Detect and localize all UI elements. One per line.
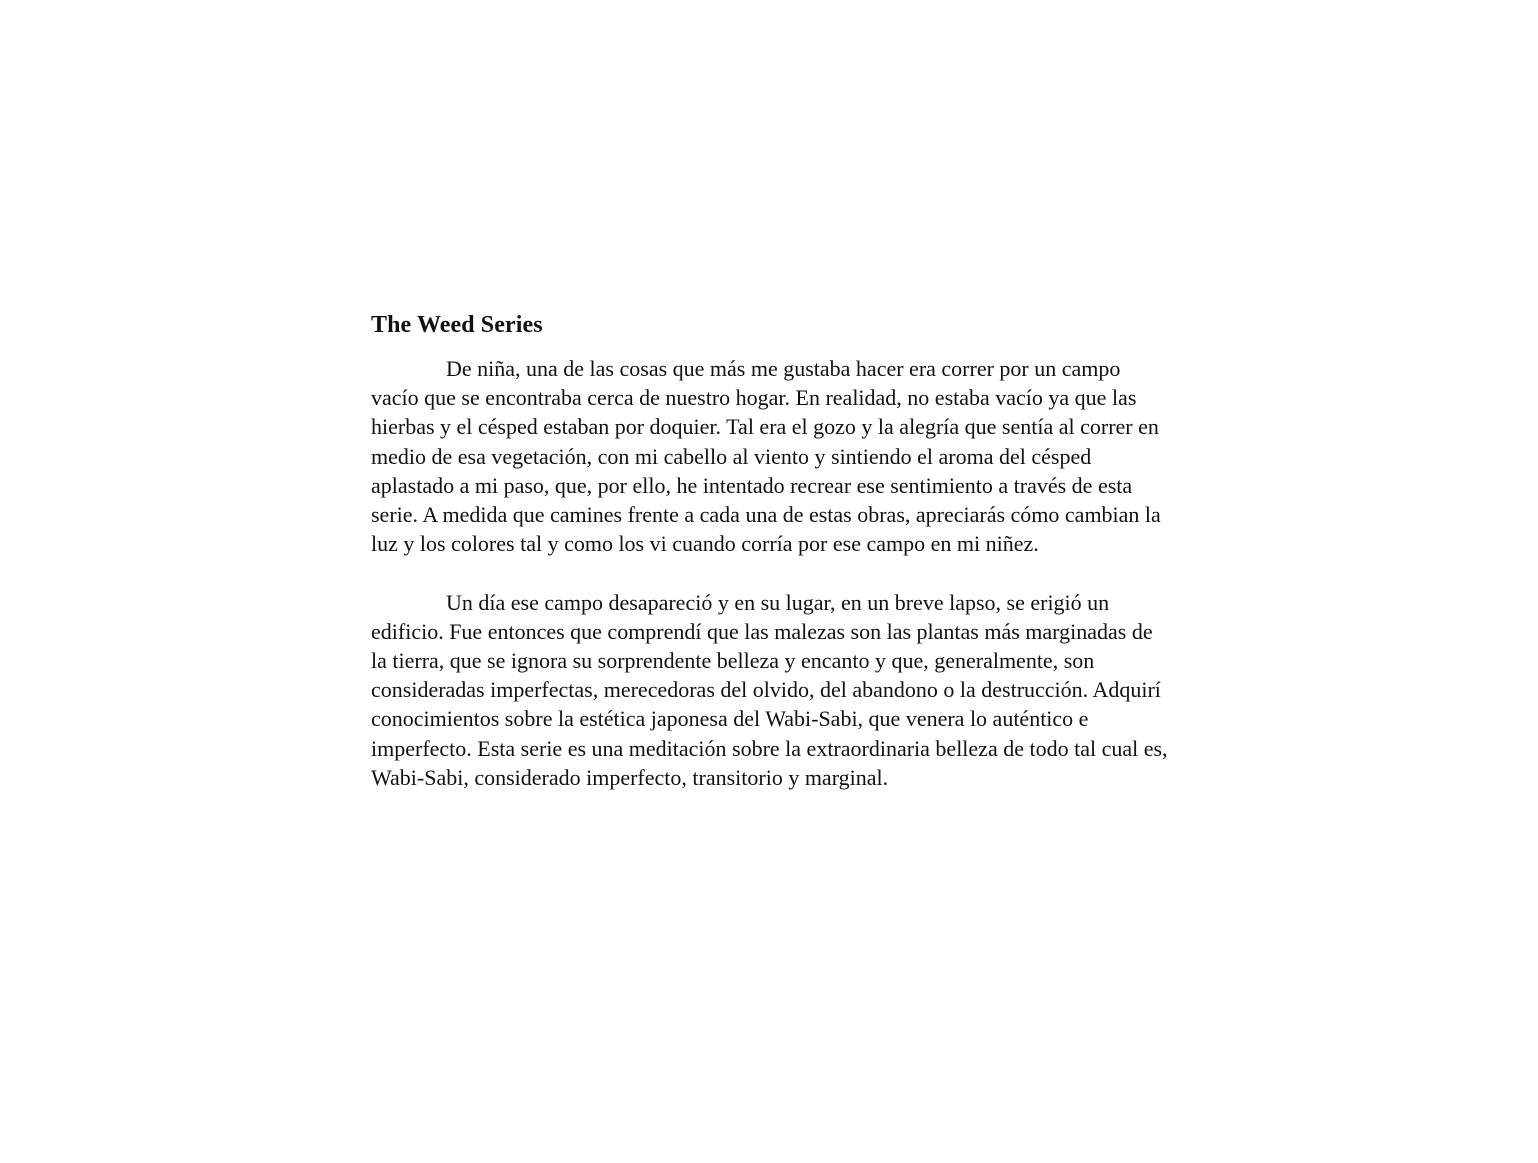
- document-title: The Weed Series: [371, 312, 543, 338]
- paragraph-2: Un día ese campo desapareció y en su lugar, en un breve lapso, se erigió un edificio. Fue entonces que comprendí que las malezas son las plantas más marginadas de la tierra, que se ignora su sorprendente belleza y encanto y que, generalmente, son consideradas imperfectas, merecedoras del olvido, del abandono o la destrucción. Adquirí conocimientos sobre la estética japonesa del Wabi-Sabi, que venera lo auténtico e imperfecto. Esta serie es una meditación sobre la extraordinaria belleza de todo tal cual es, Wabi-Sabi, considerado imperfecto, transitorio y marginal.: [371, 589, 1168, 790]
- document-body: [371, 309, 1171, 792]
- paragraph-1: De niña, una de las cosas que más me gustaba hacer era correr por un campo vacío que se encontraba cerca de nuestro hogar. En realidad, no estaba vacío ya que las hierbas y el césped estaban por doquier. Tal era el gozo y la alegría que sentía al correr en medio de esa vegetación, con mi cabello al viento y sintiendo el aroma del césped aplastado a mi paso, que, por ello, he intentado recrear ese sentimiento a través de esta serie. A medida que camines frente a cada una de estas obras, apreciarás cómo cambian la luz y los colores tal y como los vi cuando corría por ese campo en mi niñez.: [371, 356, 1161, 557]
